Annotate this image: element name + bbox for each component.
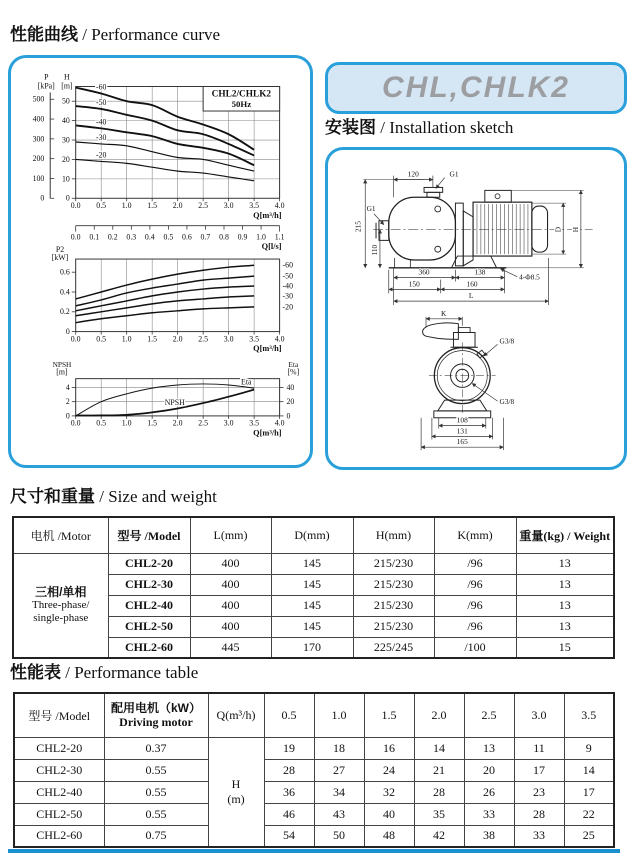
ls-tick-label: 0.3 bbox=[126, 232, 137, 242]
model-cell: CHL2-60 bbox=[14, 825, 104, 847]
ls-tick-label: 0.6 bbox=[182, 232, 192, 242]
heading-zh: 性能表 bbox=[10, 663, 61, 682]
col-header-model: 型号 /Model bbox=[108, 517, 190, 553]
ls-tick-label: 0.7 bbox=[200, 232, 211, 242]
model-cell: CHL2-40 bbox=[108, 595, 190, 616]
perf-table-row bbox=[14, 803, 614, 825]
dim-131-label: 131 bbox=[456, 426, 468, 436]
perf-table-row bbox=[14, 825, 614, 847]
value-cell: 215/230 bbox=[353, 595, 434, 616]
x-tick-label: 0.5 bbox=[96, 201, 107, 211]
h-axis-unit: [m] bbox=[61, 81, 73, 91]
bottom-accent-rule bbox=[8, 849, 620, 853]
curve-label--50: -50 bbox=[282, 271, 293, 281]
x-tick-label: 3.0 bbox=[223, 201, 234, 211]
p2-tick-label: 0.2 bbox=[60, 307, 70, 317]
x-axis-label: Q[m³/h] bbox=[253, 210, 282, 220]
ls-tick-label: 0.2 bbox=[107, 232, 118, 242]
x-tick-label: 0.5 bbox=[96, 418, 107, 428]
x-tick-label: 1.5 bbox=[147, 418, 158, 428]
value-cell: 215/230 bbox=[353, 574, 434, 595]
value-cell: 13 bbox=[516, 553, 614, 574]
motor-kw-cell: 0.37 bbox=[104, 737, 208, 759]
col-header-flow-1: 1.0 bbox=[314, 693, 364, 737]
value-cell: 445 bbox=[190, 637, 271, 658]
value-cell: 13 bbox=[516, 595, 614, 616]
model-cell: CHL2-40 bbox=[14, 781, 104, 803]
h-tick-label: 10 bbox=[61, 174, 70, 184]
performance-table-heading bbox=[10, 663, 198, 683]
x-axis-label: Q[m³/h] bbox=[253, 428, 282, 438]
motor-group-cell: 三相/单相 Three-phase/ single-phase bbox=[13, 553, 108, 658]
ls-tick-label: 1.0 bbox=[256, 232, 266, 242]
heading-zh: 性能曲线 bbox=[10, 25, 78, 44]
ls-axis-label: Q[l/s] bbox=[261, 242, 282, 252]
head-value-cell: 43 bbox=[314, 803, 364, 825]
value-cell: 15 bbox=[516, 637, 614, 658]
x-tick-label: 3.0 bbox=[223, 418, 234, 428]
head-value-cell: 28 bbox=[264, 759, 314, 781]
curve-label--20: -20 bbox=[282, 302, 293, 312]
col-header-flow-5: 3.0 bbox=[514, 693, 564, 737]
head-value-cell: 28 bbox=[414, 781, 464, 803]
head-value-cell: 38 bbox=[464, 825, 514, 847]
head-value-cell: 46 bbox=[264, 803, 314, 825]
installation-sketch-panel bbox=[325, 147, 627, 470]
dim-D-label: D bbox=[553, 226, 563, 233]
x-tick-label: 1.5 bbox=[147, 334, 158, 344]
head-value-cell: 16 bbox=[364, 737, 414, 759]
p-tick-label: 500 bbox=[32, 94, 45, 104]
head-value-cell: 34 bbox=[314, 781, 364, 803]
head-value-cell: 50 bbox=[314, 825, 364, 847]
x-tick-label: 2.5 bbox=[198, 334, 209, 344]
curve-label--40: -40 bbox=[95, 117, 107, 127]
dim-108-label: 108 bbox=[456, 415, 468, 425]
p2-tick-label: 0 bbox=[65, 327, 70, 337]
col-header-flow-6: 3.5 bbox=[564, 693, 614, 737]
p2-tick-label: 0.6 bbox=[60, 267, 70, 277]
npsh-tick-label: 2 bbox=[65, 397, 70, 407]
driving-motor-en: Driving motor bbox=[119, 715, 193, 730]
head-value-cell: 35 bbox=[414, 803, 464, 825]
value-cell: /96 bbox=[434, 553, 516, 574]
p-axis-unit: [kPa] bbox=[37, 81, 55, 91]
model-cell: CHL2-50 bbox=[108, 616, 190, 637]
curve-label--30: -30 bbox=[282, 291, 293, 301]
curve-label--50: -50 bbox=[95, 98, 107, 108]
p-tick-label: 300 bbox=[32, 134, 45, 144]
col-header-q: Q(m³/h) bbox=[208, 693, 264, 737]
perf-table-body bbox=[14, 737, 614, 847]
curve-label--20: -20 bbox=[95, 150, 107, 160]
col-header-k: K(mm) bbox=[434, 517, 516, 553]
ls-tick-label: 0.8 bbox=[219, 232, 229, 242]
dim-120-label: 120 bbox=[407, 169, 419, 179]
p-tick-label: 0 bbox=[40, 193, 45, 203]
heading-zh: 尺寸和重量 bbox=[10, 487, 95, 506]
col-header-driving-motor bbox=[104, 693, 208, 737]
motor-kw-cell: 0.55 bbox=[104, 803, 208, 825]
eta-tick-label: 20 bbox=[286, 397, 295, 407]
ls-tick-label: 0.5 bbox=[163, 232, 174, 242]
model-cell: CHL2-20 bbox=[108, 553, 190, 574]
curve--20 bbox=[76, 159, 254, 180]
x-tick-label: 4.0 bbox=[274, 418, 285, 428]
col-header-flow-2: 1.5 bbox=[364, 693, 414, 737]
col-header-flow-0: 0.5 bbox=[264, 693, 314, 737]
head-value-cell: 14 bbox=[414, 737, 464, 759]
size-table-row bbox=[13, 553, 614, 574]
x-tick-label: 2.0 bbox=[172, 334, 183, 344]
size-weight-heading bbox=[10, 487, 217, 507]
model-cell: CHL2-50 bbox=[14, 803, 104, 825]
head-value-cell: 22 bbox=[564, 803, 614, 825]
curve--40 bbox=[76, 286, 254, 311]
performance-table bbox=[13, 692, 615, 848]
chart-subtitle: 50Hz bbox=[231, 99, 252, 110]
value-cell: 400 bbox=[190, 574, 271, 595]
npsh-tick-label: 4 bbox=[65, 382, 70, 392]
dim-L-label: L bbox=[468, 291, 474, 301]
curve-label--60: -60 bbox=[282, 260, 293, 270]
p2-axis-name: P2 bbox=[55, 245, 65, 255]
value-cell: 145 bbox=[271, 616, 353, 637]
x-tick-label: 2.0 bbox=[172, 418, 183, 428]
ls-tick-label: 0.1 bbox=[89, 232, 100, 242]
h-tick-label: 30 bbox=[61, 135, 70, 145]
motor-kw-cell: 0.75 bbox=[104, 825, 208, 847]
value-cell: 215/230 bbox=[353, 616, 434, 637]
curve-label--40: -40 bbox=[282, 281, 293, 291]
h-tick-label: 0 bbox=[65, 193, 70, 203]
head-value-cell: 18 bbox=[314, 737, 364, 759]
head-value-cell: 25 bbox=[564, 825, 614, 847]
motor-kw-cell: 0.55 bbox=[104, 781, 208, 803]
x-tick-label: 1.5 bbox=[147, 201, 158, 211]
head-value-cell: 11 bbox=[514, 737, 564, 759]
x-tick-label: 3.0 bbox=[223, 334, 234, 344]
eta-axis-name: Eta bbox=[288, 359, 299, 369]
dim-138-label: 138 bbox=[474, 267, 486, 277]
dim-360-label: 360 bbox=[418, 267, 430, 277]
value-cell: 215/230 bbox=[353, 553, 434, 574]
value-cell: /96 bbox=[434, 595, 516, 616]
x-tick-label: 2.0 bbox=[172, 201, 183, 211]
col-header-weight: 重量(kg) / Weight bbox=[516, 517, 614, 553]
eta-curve-label: Eta bbox=[241, 377, 252, 387]
head-value-cell: 17 bbox=[564, 781, 614, 803]
p2-axis-unit: [kW] bbox=[51, 253, 69, 263]
perf-table-row bbox=[14, 737, 614, 759]
h-tick-label: 20 bbox=[61, 154, 70, 164]
head-value-cell: 42 bbox=[414, 825, 464, 847]
x-tick-label: 1.0 bbox=[121, 201, 132, 211]
head-value-cell: 33 bbox=[514, 825, 564, 847]
model-cell: CHL2-20 bbox=[14, 737, 104, 759]
head-value-cell: 20 bbox=[464, 759, 514, 781]
h-tick-label: 50 bbox=[61, 96, 70, 106]
perf-table-row bbox=[14, 781, 614, 803]
dim-110-label: 110 bbox=[370, 244, 380, 256]
chart-title: CHL2/CHLK2 bbox=[211, 89, 272, 100]
col-header-h: H(mm) bbox=[353, 517, 434, 553]
installation-sketch-svg bbox=[328, 150, 624, 466]
h-tick-label: 40 bbox=[61, 116, 70, 126]
col-header-flow-4: 2.5 bbox=[464, 693, 514, 737]
performance-curve-heading bbox=[10, 25, 220, 45]
value-cell: 145 bbox=[271, 553, 353, 574]
head-value-cell: 32 bbox=[364, 781, 414, 803]
value-cell: 400 bbox=[190, 595, 271, 616]
product-title-box bbox=[325, 62, 627, 114]
performance-curves-svg bbox=[11, 58, 310, 465]
value-cell: 400 bbox=[190, 616, 271, 637]
eta-axis-unit: [%] bbox=[287, 367, 300, 377]
g1-top-label: G1 bbox=[449, 169, 459, 179]
pump-front-view bbox=[423, 323, 496, 418]
value-cell: /96 bbox=[434, 616, 516, 637]
head-value-cell: 21 bbox=[414, 759, 464, 781]
dim-H-label: H bbox=[570, 226, 580, 233]
p-tick-label: 400 bbox=[32, 114, 45, 124]
installation-sketch-heading bbox=[325, 118, 513, 138]
x-tick-label: 4.0 bbox=[274, 334, 285, 344]
dim-K-label: K bbox=[440, 308, 447, 318]
x-axis-label: Q[m³/h] bbox=[253, 344, 282, 354]
col-header-l: L(mm) bbox=[190, 517, 271, 553]
col-header-model: 型号 /Model bbox=[14, 693, 104, 737]
dim-150-label: 150 bbox=[408, 279, 420, 289]
ls-tick-label: 0.9 bbox=[237, 232, 248, 242]
x-tick-label: 0.5 bbox=[96, 334, 107, 344]
value-cell: 145 bbox=[271, 595, 353, 616]
npsh-curve-label: NPSH bbox=[164, 398, 185, 408]
head-value-cell: 36 bbox=[264, 781, 314, 803]
size-weight-table bbox=[12, 516, 615, 659]
dim-165-label: 165 bbox=[456, 437, 468, 447]
heading-en: / Size and weight bbox=[95, 487, 217, 506]
x-tick-label: 2.5 bbox=[198, 201, 209, 211]
curve-label--30: -30 bbox=[95, 132, 107, 142]
ls-tick-label: 0.0 bbox=[70, 232, 81, 242]
x-tick-label: 3.5 bbox=[249, 201, 260, 211]
g38-top-label: G3/8 bbox=[499, 336, 515, 346]
npsh-tick-label: 0 bbox=[65, 411, 70, 421]
ls-tick-label: 1.1 bbox=[274, 232, 285, 242]
dim-215-label: 215 bbox=[353, 221, 363, 233]
perf-table-header-row bbox=[14, 693, 614, 737]
head-value-cell: 23 bbox=[514, 781, 564, 803]
side-view-labels bbox=[353, 170, 580, 301]
head-value-cell: 27 bbox=[314, 759, 364, 781]
size-table-body bbox=[13, 553, 614, 658]
p-tick-label: 200 bbox=[32, 154, 45, 164]
value-cell: 13 bbox=[516, 616, 614, 637]
x-tick-label: 0.0 bbox=[70, 334, 81, 344]
npsh-axis-unit: [m] bbox=[56, 367, 68, 377]
value-cell: 145 bbox=[271, 574, 353, 595]
driving-motor-zh: 配用电机（kW） bbox=[110, 701, 201, 716]
model-cell: CHL2-60 bbox=[108, 637, 190, 658]
curve-label--60: -60 bbox=[95, 82, 107, 92]
head-value-cell: 28 bbox=[514, 803, 564, 825]
head-value-cell: 24 bbox=[364, 759, 414, 781]
col-header-flow-3: 2.0 bbox=[414, 693, 464, 737]
value-cell: 225/245 bbox=[353, 637, 434, 658]
eta-tick-label: 40 bbox=[286, 382, 295, 392]
x-tick-label: 3.5 bbox=[249, 418, 260, 428]
model-cell: CHL2-30 bbox=[14, 759, 104, 781]
p-axis-name: P bbox=[44, 72, 49, 82]
value-cell: 400 bbox=[190, 553, 271, 574]
col-header-motor: 电机 /Motor bbox=[13, 517, 108, 553]
eta-tick-label: 0 bbox=[286, 411, 291, 421]
p2-tick-label: 0.4 bbox=[60, 287, 70, 297]
motor-fins bbox=[477, 204, 528, 254]
bolt-spec-label: 4-Φ8.5 bbox=[519, 272, 540, 282]
npsh-axis-name: NPSH bbox=[52, 359, 72, 369]
ls-tick-label: 0.4 bbox=[144, 232, 155, 242]
head-value-cell: 19 bbox=[264, 737, 314, 759]
col-header-d: D(mm) bbox=[271, 517, 353, 553]
x-tick-label: 1.0 bbox=[121, 334, 132, 344]
p-tick-label: 100 bbox=[32, 173, 45, 183]
heading-en: / Performance curve bbox=[78, 25, 221, 44]
head-unit-cell: H (m) bbox=[208, 737, 264, 847]
performance-curve-panel bbox=[8, 55, 313, 468]
value-cell: 13 bbox=[516, 574, 614, 595]
x-tick-label: 4.0 bbox=[274, 201, 285, 211]
heading-en: / Performance table bbox=[61, 663, 199, 682]
head-value-cell: 48 bbox=[364, 825, 414, 847]
head-value-cell: 13 bbox=[464, 737, 514, 759]
dim-160-label: 160 bbox=[466, 279, 478, 289]
curve--50 bbox=[76, 106, 254, 155]
heading-zh: 安装图 bbox=[325, 118, 376, 137]
head-value-cell: 33 bbox=[464, 803, 514, 825]
x-tick-label: 0.0 bbox=[70, 418, 81, 428]
head-value-cell: 14 bbox=[564, 759, 614, 781]
h-axis-name: H bbox=[64, 72, 70, 82]
model-cell: CHL2-30 bbox=[108, 574, 190, 595]
x-tick-label: 2.5 bbox=[198, 418, 209, 428]
g1-left-label: G1 bbox=[366, 203, 376, 213]
heading-en: / Installation sketch bbox=[376, 118, 514, 137]
head-value-cell: 17 bbox=[514, 759, 564, 781]
curve--20 bbox=[76, 307, 254, 323]
x-tick-label: 3.5 bbox=[249, 334, 260, 344]
g38-bottom-label: G3/8 bbox=[499, 397, 515, 407]
perf-table-row bbox=[14, 759, 614, 781]
motor-kw-cell: 0.55 bbox=[104, 759, 208, 781]
head-value-cell: 40 bbox=[364, 803, 414, 825]
product-title: CHL,CHLK2 bbox=[382, 71, 570, 104]
x-tick-label: 1.0 bbox=[121, 418, 132, 428]
size-table-header-row bbox=[13, 517, 614, 553]
head-value-cell: 9 bbox=[564, 737, 614, 759]
value-cell: /96 bbox=[434, 574, 516, 595]
value-cell: /100 bbox=[434, 637, 516, 658]
head-value-cell: 54 bbox=[264, 825, 314, 847]
x-tick-label: 0.0 bbox=[70, 201, 81, 211]
value-cell: 170 bbox=[271, 637, 353, 658]
head-value-cell: 26 bbox=[464, 781, 514, 803]
